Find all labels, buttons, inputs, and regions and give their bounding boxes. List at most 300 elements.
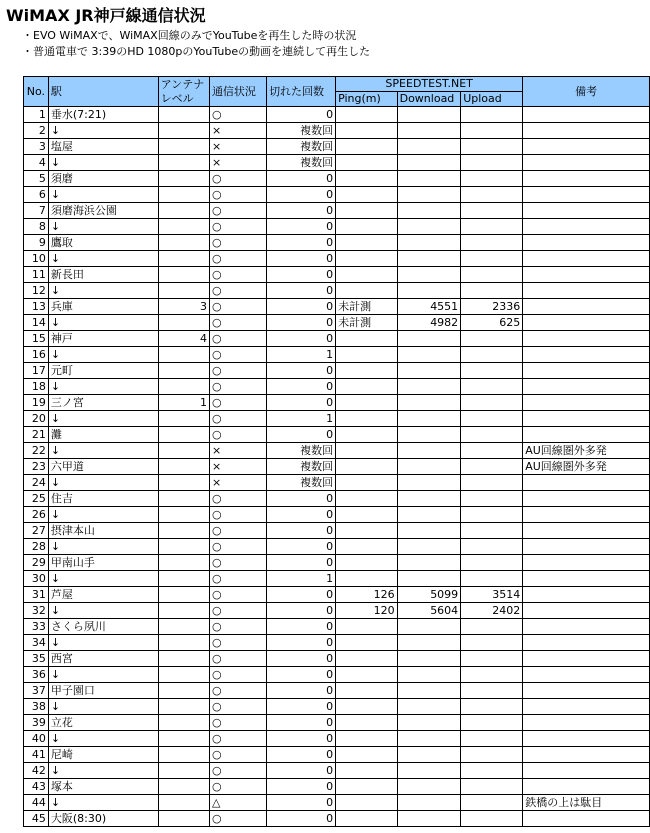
row-disconnects: 0: [267, 667, 336, 683]
row-antenna-level: [158, 603, 209, 619]
row-ping: [336, 347, 398, 363]
table-row: [24, 347, 650, 363]
row-remarks: [523, 251, 650, 267]
row-no: 15: [24, 331, 49, 347]
row-disconnects: 1: [267, 347, 336, 363]
table-row: [24, 267, 650, 283]
row-upload: [461, 683, 523, 699]
row-ping: [336, 507, 398, 523]
row-upload: 3514: [461, 587, 523, 603]
row-no: 19: [24, 395, 49, 411]
row-antenna-level: [158, 811, 209, 827]
row-disconnects: 0: [267, 811, 336, 827]
row-station: 甲南山手: [48, 555, 158, 571]
row-remarks: [523, 507, 650, 523]
row-status: ○: [209, 251, 266, 267]
row-upload: [461, 107, 523, 123]
row-status: ○: [209, 667, 266, 683]
table-row: [24, 459, 650, 475]
row-no: 2: [24, 123, 49, 139]
row-ping: [336, 619, 398, 635]
row-ping: [336, 571, 398, 587]
row-remarks: [523, 763, 650, 779]
row-antenna-level: [158, 187, 209, 203]
row-upload: [461, 331, 523, 347]
row-no: 13: [24, 299, 49, 315]
row-upload: [461, 651, 523, 667]
row-download: [397, 731, 461, 747]
row-status: ×: [209, 123, 266, 139]
row-status: ○: [209, 491, 266, 507]
row-antenna-level: [158, 347, 209, 363]
row-disconnects: 0: [267, 219, 336, 235]
row-upload: [461, 187, 523, 203]
row-disconnects: 0: [267, 331, 336, 347]
row-station: 甲子園口: [48, 683, 158, 699]
row-download: 5099: [397, 587, 461, 603]
table-row: [24, 139, 650, 155]
row-disconnects: 0: [267, 107, 336, 123]
row-download: [397, 507, 461, 523]
row-remarks: [523, 107, 650, 123]
row-upload: [461, 619, 523, 635]
row-download: [397, 459, 461, 475]
row-upload: 625: [461, 315, 523, 331]
row-disconnects: 複数回: [267, 155, 336, 171]
row-remarks: [523, 539, 650, 555]
row-station: 新長田: [48, 267, 158, 283]
row-station: 住吉: [48, 491, 158, 507]
table-row: [24, 715, 650, 731]
row-no: 16: [24, 347, 49, 363]
row-status: ○: [209, 651, 266, 667]
row-station: 六甲道: [48, 459, 158, 475]
row-status: ○: [209, 107, 266, 123]
table-row: [24, 507, 650, 523]
row-no: 7: [24, 203, 49, 219]
row-ping: [336, 683, 398, 699]
row-ping: [336, 219, 398, 235]
row-no: 38: [24, 699, 49, 715]
row-download: 4551: [397, 299, 461, 315]
row-antenna-level: [158, 235, 209, 251]
row-station: ↓: [48, 763, 158, 779]
row-station: 兵庫: [48, 299, 158, 315]
header-no: No.: [24, 77, 49, 107]
row-disconnects: 0: [267, 603, 336, 619]
row-station: 塩屋: [48, 139, 158, 155]
row-station: 鷹取: [48, 235, 158, 251]
row-download: [397, 395, 461, 411]
row-ping: [336, 267, 398, 283]
row-disconnects: 0: [267, 683, 336, 699]
row-no: 30: [24, 571, 49, 587]
table-row: [24, 523, 650, 539]
row-antenna-level: [158, 779, 209, 795]
row-ping: [336, 427, 398, 443]
row-disconnects: 1: [267, 411, 336, 427]
row-ping: [336, 443, 398, 459]
row-status: ○: [209, 603, 266, 619]
row-no: 11: [24, 267, 49, 283]
row-remarks: [523, 619, 650, 635]
row-remarks: [523, 123, 650, 139]
row-ping: [336, 363, 398, 379]
row-download: 4982: [397, 315, 461, 331]
row-no: 44: [24, 795, 49, 811]
row-antenna-level: [158, 555, 209, 571]
row-antenna-level: [158, 763, 209, 779]
table-row: [24, 635, 650, 651]
header-station: 駅: [48, 77, 158, 107]
row-disconnects: 複数回: [267, 139, 336, 155]
row-remarks: [523, 635, 650, 651]
row-remarks: 鉄橋の上は駄目: [523, 795, 650, 811]
row-remarks: [523, 699, 650, 715]
row-antenna-level: [158, 795, 209, 811]
row-no: 6: [24, 187, 49, 203]
table-row: [24, 395, 650, 411]
row-ping: [336, 747, 398, 763]
table-row: [24, 683, 650, 699]
row-ping: [336, 187, 398, 203]
row-remarks: [523, 523, 650, 539]
row-antenna-level: [158, 731, 209, 747]
row-disconnects: 0: [267, 363, 336, 379]
row-no: 43: [24, 779, 49, 795]
row-ping: [336, 251, 398, 267]
row-no: 26: [24, 507, 49, 523]
row-antenna-level: [158, 251, 209, 267]
row-remarks: [523, 411, 650, 427]
row-remarks: [523, 171, 650, 187]
note-line-1: ・EVO WiMAXで、WiMAX回線のみでYouTubeを再生した時の状況: [22, 29, 357, 42]
row-station: ↓: [48, 443, 158, 459]
row-upload: [461, 795, 523, 811]
row-disconnects: 複数回: [267, 459, 336, 475]
row-remarks: [523, 267, 650, 283]
row-download: [397, 779, 461, 795]
row-remarks: [523, 715, 650, 731]
row-upload: [461, 779, 523, 795]
row-ping: 126: [336, 587, 398, 603]
row-download: [397, 331, 461, 347]
row-upload: [461, 635, 523, 651]
row-antenna-level: 3: [158, 299, 209, 315]
row-antenna-level: [158, 427, 209, 443]
row-upload: [461, 411, 523, 427]
table-row: [24, 587, 650, 603]
table-row: [24, 155, 650, 171]
row-antenna-level: [158, 267, 209, 283]
row-ping: [336, 715, 398, 731]
row-download: [397, 219, 461, 235]
row-status: ○: [209, 427, 266, 443]
header-speedtest: SPEEDTEST.NET: [336, 77, 523, 92]
page-title: WiMAX JR神戸線通信状況: [6, 6, 206, 25]
row-remarks: [523, 475, 650, 491]
row-disconnects: 0: [267, 779, 336, 795]
row-no: 24: [24, 475, 49, 491]
row-upload: [461, 155, 523, 171]
row-disconnects: 0: [267, 715, 336, 731]
row-status: ○: [209, 379, 266, 395]
row-disconnects: 1: [267, 571, 336, 587]
row-station: ↓: [48, 155, 158, 171]
row-no: 18: [24, 379, 49, 395]
row-status: ○: [209, 699, 266, 715]
header-antenna-level: アンテナレベル: [158, 77, 209, 107]
row-ping: [336, 635, 398, 651]
row-status: ○: [209, 715, 266, 731]
row-remarks: [523, 139, 650, 155]
row-disconnects: 0: [267, 699, 336, 715]
row-no: 34: [24, 635, 49, 651]
row-antenna-level: [158, 363, 209, 379]
row-antenna-level: [158, 747, 209, 763]
row-download: [397, 635, 461, 651]
row-ping: [336, 523, 398, 539]
table-row: [24, 443, 650, 459]
row-status: ○: [209, 331, 266, 347]
row-status: ○: [209, 779, 266, 795]
row-station: ↓: [48, 379, 158, 395]
row-station: ↓: [48, 283, 158, 299]
row-upload: 2402: [461, 603, 523, 619]
table-row: [24, 107, 650, 123]
row-upload: [461, 379, 523, 395]
row-ping: 未計測: [336, 299, 398, 315]
row-antenna-level: [158, 459, 209, 475]
row-no: 5: [24, 171, 49, 187]
row-disconnects: 0: [267, 315, 336, 331]
row-disconnects: 0: [267, 283, 336, 299]
row-ping: [336, 235, 398, 251]
row-download: [397, 651, 461, 667]
row-station: ↓: [48, 123, 158, 139]
row-ping: [336, 379, 398, 395]
row-station: 須磨: [48, 171, 158, 187]
row-antenna-level: [158, 699, 209, 715]
row-no: 28: [24, 539, 49, 555]
row-antenna-level: [158, 219, 209, 235]
row-download: [397, 571, 461, 587]
row-status: △: [209, 795, 266, 811]
row-upload: [461, 427, 523, 443]
row-station: 垂水(7:21): [48, 107, 158, 123]
row-download: [397, 427, 461, 443]
row-station: 尼崎: [48, 747, 158, 763]
row-status: ○: [209, 219, 266, 235]
table-row: [24, 235, 650, 251]
row-ping: [336, 651, 398, 667]
row-disconnects: 複数回: [267, 123, 336, 139]
row-upload: [461, 219, 523, 235]
table-row: [24, 411, 650, 427]
row-status: ○: [209, 523, 266, 539]
row-remarks: [523, 283, 650, 299]
row-disconnects: 0: [267, 651, 336, 667]
header-upload: Upload: [461, 92, 523, 107]
row-ping: [336, 795, 398, 811]
row-no: 22: [24, 443, 49, 459]
header-download: Download: [397, 92, 461, 107]
row-station: 立花: [48, 715, 158, 731]
note-line-2: ・普通電車で 3:39のHD 1080pのYouTubeの動画を連続して再生した: [22, 45, 371, 58]
row-upload: [461, 523, 523, 539]
row-station: ↓: [48, 571, 158, 587]
row-disconnects: 0: [267, 795, 336, 811]
table-row: [24, 203, 650, 219]
row-disconnects: 複数回: [267, 443, 336, 459]
table-row: [24, 315, 650, 331]
row-station: 芦屋: [48, 587, 158, 603]
row-no: 17: [24, 363, 49, 379]
row-status: ○: [209, 171, 266, 187]
row-ping: [336, 171, 398, 187]
row-download: [397, 523, 461, 539]
row-download: [397, 107, 461, 123]
row-download: [397, 763, 461, 779]
table-row: [24, 699, 650, 715]
row-download: [397, 235, 461, 251]
row-disconnects: 0: [267, 587, 336, 603]
row-upload: [461, 731, 523, 747]
row-remarks: [523, 219, 650, 235]
row-status: ○: [209, 235, 266, 251]
row-ping: [336, 139, 398, 155]
row-download: [397, 747, 461, 763]
row-antenna-level: [158, 619, 209, 635]
row-status: ×: [209, 459, 266, 475]
row-remarks: [523, 747, 650, 763]
row-download: [397, 475, 461, 491]
row-download: [397, 171, 461, 187]
row-upload: [461, 395, 523, 411]
row-disconnects: 0: [267, 187, 336, 203]
row-upload: [461, 363, 523, 379]
row-station: ↓: [48, 699, 158, 715]
row-remarks: [523, 555, 650, 571]
row-download: [397, 411, 461, 427]
row-disconnects: 0: [267, 427, 336, 443]
row-disconnects: 0: [267, 539, 336, 555]
row-disconnects: 0: [267, 251, 336, 267]
table-row: [24, 731, 650, 747]
table-row: [24, 619, 650, 635]
row-upload: [461, 283, 523, 299]
row-ping: [336, 699, 398, 715]
row-station: ↓: [48, 347, 158, 363]
row-antenna-level: [158, 411, 209, 427]
row-upload: [461, 235, 523, 251]
row-status: ○: [209, 411, 266, 427]
row-antenna-level: [158, 667, 209, 683]
row-download: [397, 699, 461, 715]
row-disconnects: 0: [267, 731, 336, 747]
row-upload: [461, 667, 523, 683]
row-antenna-level: [158, 171, 209, 187]
row-antenna-level: [158, 507, 209, 523]
row-disconnects: 0: [267, 555, 336, 571]
row-disconnects: 0: [267, 395, 336, 411]
row-remarks: [523, 395, 650, 411]
row-remarks: [523, 187, 650, 203]
row-ping: [336, 475, 398, 491]
table-row: [24, 427, 650, 443]
row-status: ○: [209, 315, 266, 331]
row-ping: 未計測: [336, 315, 398, 331]
table-row: [24, 299, 650, 315]
row-ping: [336, 107, 398, 123]
row-upload: [461, 507, 523, 523]
row-no: 3: [24, 139, 49, 155]
row-status: ×: [209, 139, 266, 155]
row-station: 大阪(8:30): [48, 811, 158, 827]
row-disconnects: 0: [267, 507, 336, 523]
row-no: 27: [24, 523, 49, 539]
row-upload: [461, 811, 523, 827]
row-antenna-level: [158, 379, 209, 395]
row-download: [397, 363, 461, 379]
row-download: [397, 811, 461, 827]
row-no: 9: [24, 235, 49, 251]
table-row: [24, 763, 650, 779]
row-antenna-level: [158, 155, 209, 171]
row-antenna-level: [158, 107, 209, 123]
row-remarks: [523, 603, 650, 619]
row-no: 41: [24, 747, 49, 763]
row-antenna-level: [158, 139, 209, 155]
row-status: ○: [209, 619, 266, 635]
row-remarks: AU回線圏外多発: [523, 459, 650, 475]
row-no: 25: [24, 491, 49, 507]
row-no: 12: [24, 283, 49, 299]
row-no: 39: [24, 715, 49, 731]
row-ping: [336, 331, 398, 347]
row-status: ×: [209, 443, 266, 459]
row-upload: [461, 123, 523, 139]
row-disconnects: 複数回: [267, 475, 336, 491]
row-ping: [336, 283, 398, 299]
row-ping: [336, 155, 398, 171]
row-no: 14: [24, 315, 49, 331]
row-status: ○: [209, 763, 266, 779]
row-download: [397, 347, 461, 363]
row-antenna-level: [158, 475, 209, 491]
row-station: 元町: [48, 363, 158, 379]
row-station: ↓: [48, 315, 158, 331]
row-upload: [461, 491, 523, 507]
row-station: 神戸: [48, 331, 158, 347]
row-disconnects: 0: [267, 171, 336, 187]
row-antenna-level: [158, 715, 209, 731]
row-download: [397, 795, 461, 811]
row-download: [397, 155, 461, 171]
row-disconnects: 0: [267, 619, 336, 635]
row-upload: [461, 747, 523, 763]
row-upload: [461, 139, 523, 155]
row-download: [397, 283, 461, 299]
row-antenna-level: [158, 683, 209, 699]
table-row: [24, 475, 650, 491]
row-remarks: [523, 347, 650, 363]
row-upload: [461, 171, 523, 187]
row-station: 西宮: [48, 651, 158, 667]
row-status: ○: [209, 747, 266, 763]
row-station: 塚本: [48, 779, 158, 795]
row-antenna-level: [158, 539, 209, 555]
